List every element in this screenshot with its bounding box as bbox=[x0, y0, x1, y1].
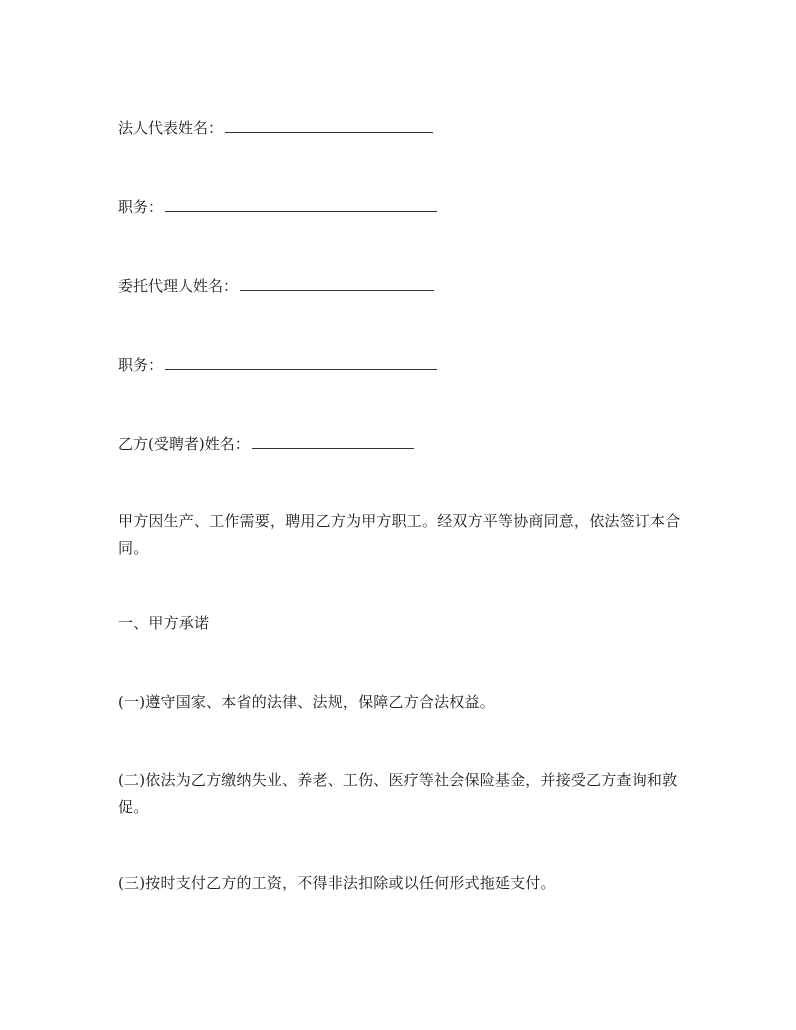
employee-name-label: 乙方(受聘者)姓名： bbox=[118, 435, 250, 453]
intro-paragraph: 甲方因生产、工作需要，聘用乙方为甲方职工。经双方平等协商同意，依法签订本合同。 bbox=[118, 512, 681, 557]
legal-rep-title-label: 职务： bbox=[118, 198, 164, 216]
section1-item-1: (一)遵守国家、本省的法律、法规，保障乙方合法权益。 bbox=[118, 693, 495, 711]
legal-rep-title-row bbox=[118, 197, 437, 217]
legal-rep-name-label: 法人代表姓名： bbox=[118, 119, 224, 137]
agent-title-row bbox=[118, 355, 437, 375]
agent-name-blank[interactable] bbox=[240, 276, 434, 291]
employee-name-row bbox=[118, 434, 414, 454]
agent-title-label: 职务： bbox=[118, 356, 164, 374]
legal-rep-name-row bbox=[118, 118, 433, 138]
employee-name-blank[interactable] bbox=[252, 434, 414, 449]
section1-heading: 一、甲方承诺 bbox=[118, 614, 210, 632]
section1-item-2: (二)依法为乙方缴纳失业、养老、工伤、医疗等社会保险基金，并接受乙方查询和敦促。 bbox=[118, 771, 678, 816]
section1-item-3: (三)按时支付乙方的工资，不得非法扣除或以任何形式拖延支付。 bbox=[118, 874, 556, 892]
agent-name-row bbox=[118, 276, 434, 296]
legal-rep-name-blank[interactable] bbox=[225, 118, 433, 133]
agent-name-label: 委托代理人姓名： bbox=[118, 277, 239, 295]
agent-title-blank[interactable] bbox=[165, 355, 437, 370]
legal-rep-title-blank[interactable] bbox=[165, 197, 437, 212]
